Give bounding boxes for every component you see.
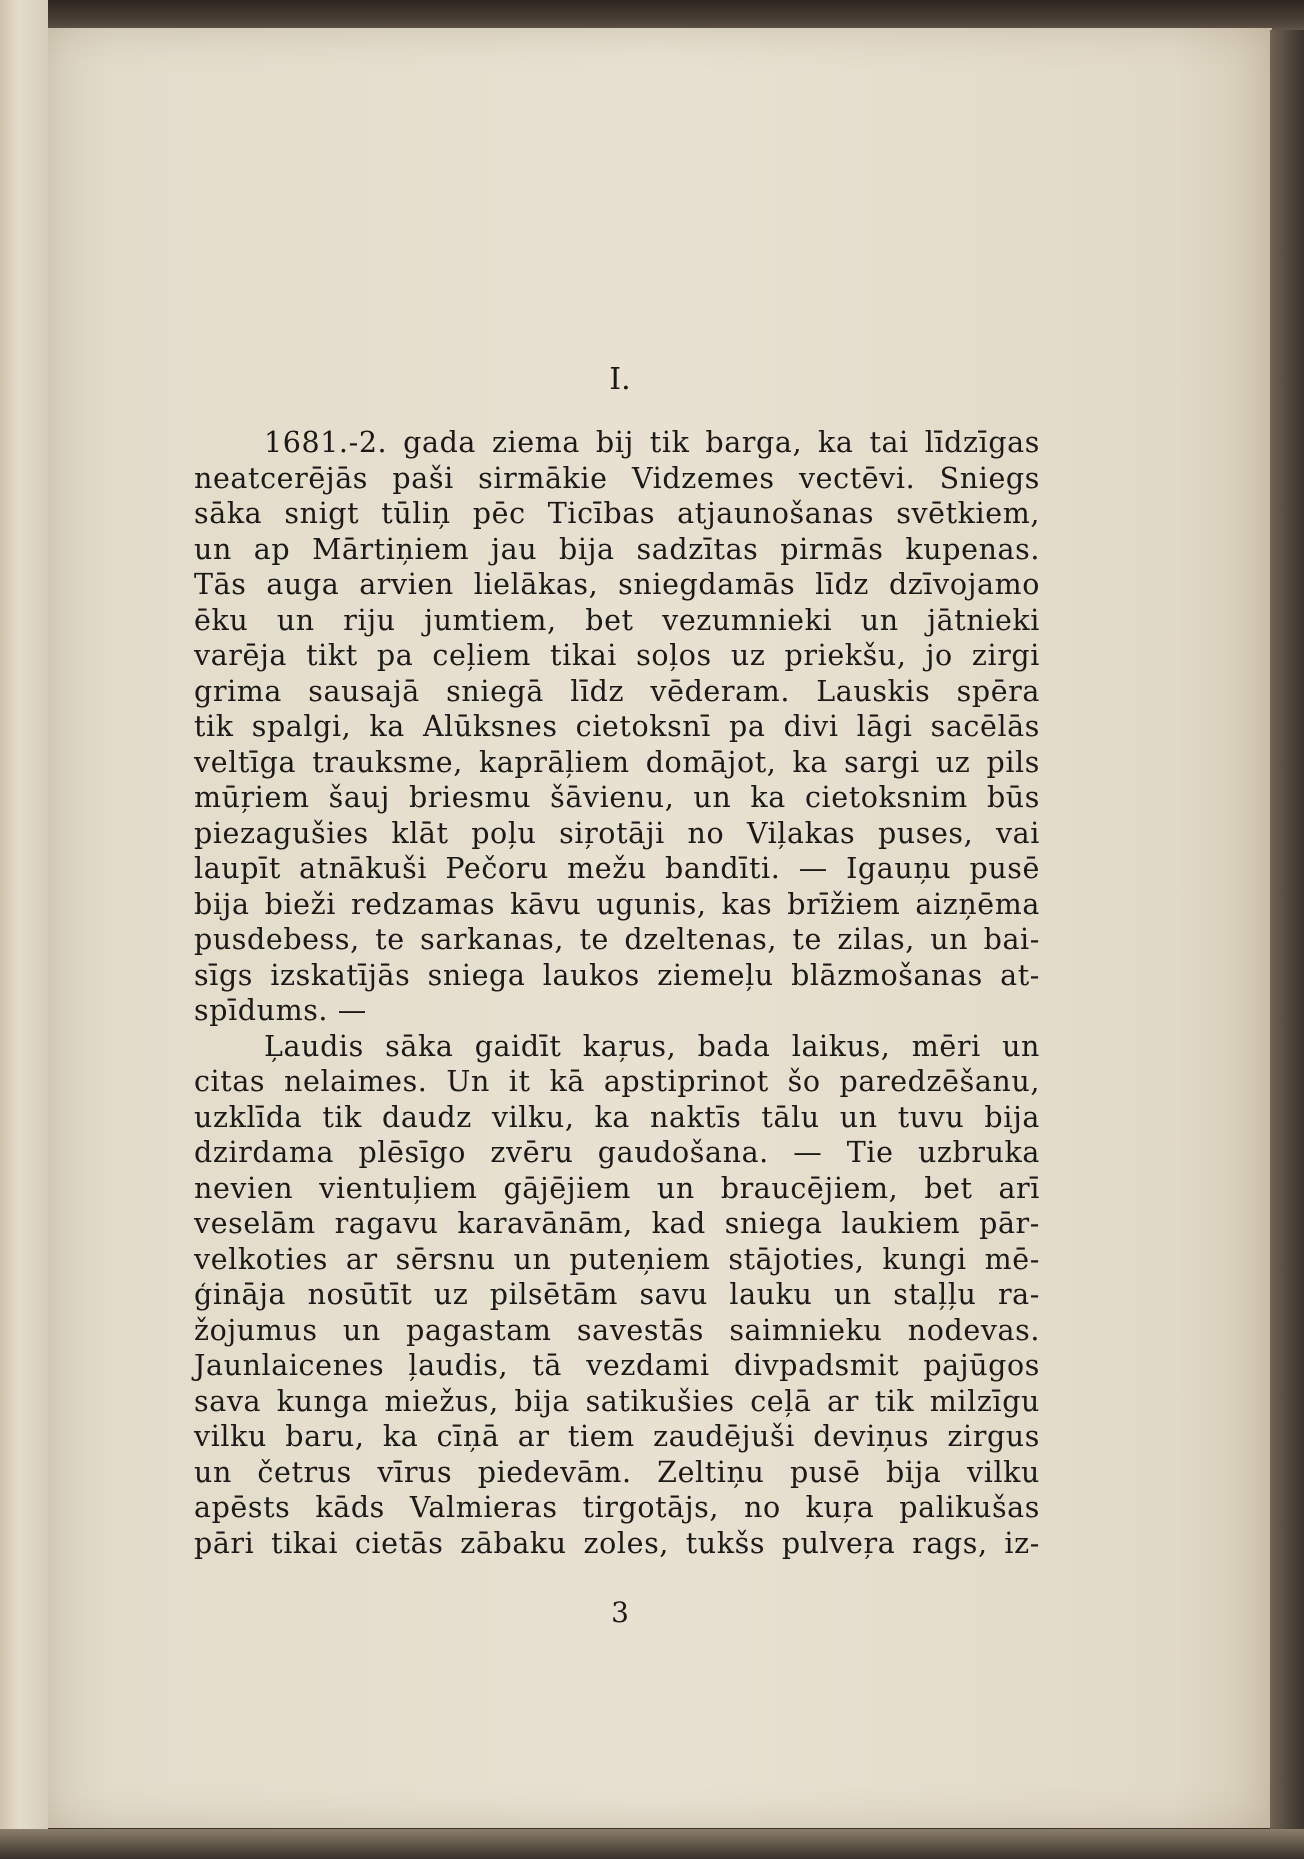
- book-page-edge: [1270, 30, 1304, 1859]
- text-line: sīgs izskatījās sniega laukos ziemeļu blāzmošanas at-: [194, 958, 1040, 992]
- text-line: laupīt atnākuši Pečoru mežu bandīti. — Igauņu pusē: [194, 852, 1040, 885]
- book-bottom-edge: [0, 1829, 1304, 1859]
- paragraph-1: [194, 425, 1040, 1029]
- text-line: piezagušies klāt poļu siŗotāji no Viļakas puses, vai: [194, 816, 1040, 850]
- text-line: un ap Mārtiņiem jau bija sadzītas pirmās kupenas.: [194, 532, 1040, 566]
- text-line: citas nelaimes. Un it kā apstiprinot šo paredzēšanu,: [194, 1065, 1040, 1098]
- text-line: bija bieži redzamas kāvu ugunis, kas brīžiem aizņēma: [194, 887, 1040, 921]
- text-line: neatcerējās paši sirmākie Vidzemes vectēvi. Sniegs: [194, 461, 1040, 495]
- text-line: uzklīda tik daudz vilku, ka naktīs tālu un tuvu bija: [194, 1100, 1040, 1134]
- text-line: 1681.-2. gada ziema bij tik barga, ka tai līdzīgas: [264, 426, 1040, 459]
- text-line: Jaunlaicenes ļaudis, tā vezdami divpadsmit pajūgos: [194, 1349, 1040, 1382]
- text-line: mūŗiem šauj briesmu šāvienu, un ka cietoksnim būs: [194, 781, 1040, 814]
- text-line: varēja tikt pa ceļiem tikai soļos uz priekšu, jo zirgi: [194, 639, 1040, 672]
- body-text: [194, 425, 1040, 1561]
- text-line: veltīga trauksme, kaprāļiem domājot, ka sargi uz pils: [194, 745, 1040, 779]
- text-line: vilku baru, ka cīņā ar tiem zaudējuši deviņus zirgus: [194, 1420, 1040, 1453]
- text-line: velkoties ar sērsnu un puteņiem stājoties, kungi mē-: [194, 1242, 1040, 1276]
- page-number: 3: [611, 1596, 629, 1629]
- text-line: sava kunga miežus, bija satikušies ceļā ar tik milzīgu: [194, 1384, 1040, 1418]
- text-line: un četrus vīrus piedevām. Zeltiņu pusē bija vilku: [194, 1455, 1040, 1489]
- text-line: nevien vientuļiem gājējiem un braucējiem, bet arī: [194, 1171, 1040, 1205]
- text-line: dzirdama plēsīgo zvēru gaudošana. — Tie uzbruka: [194, 1136, 1040, 1169]
- text-line: žojumus un pagastam savestās saimnieku nodevas.: [194, 1313, 1040, 1347]
- paragraph-2: [194, 1029, 1040, 1562]
- text-line: Tās auga arvien lielākas, sniegdamās līdz dzīvojamo: [194, 568, 1040, 601]
- chapter-number: I.: [609, 362, 631, 397]
- text-line: veselām ragavu karavānām, kad sniega laukiem pār-: [194, 1207, 1040, 1240]
- text-line: ēku un riju jumtiem, bet vezumnieki un jātnieki: [194, 603, 1040, 637]
- text-line: Ļaudis sāka gaidīt kaŗus, bada laikus, mēri un: [264, 1029, 1040, 1063]
- text-line: spīdums. —: [194, 994, 367, 1027]
- text-line: sāka snigt tūliņ pēc Ticības atjaunošanas svētkiem,: [194, 497, 1040, 530]
- text-line: ģināja nosūtīt uz pilsētām savu lauku un staļļu ra-: [194, 1278, 1040, 1311]
- book-spine: [0, 0, 48, 1859]
- text-line: grima sausajā sniegā līdz vēderam. Lauskis spēra: [194, 674, 1040, 708]
- text-line: pusdebess, te sarkanas, te dzeltenas, te zilas, un bai-: [194, 923, 1040, 956]
- text-line: tik spalgi, ka Alūksnes cietoksnī pa divi lāgi sacēlās: [194, 710, 1040, 743]
- text-line: pāri tikai cietās zābaku zoles, tukšs pulveŗa rags, iz-: [194, 1526, 1040, 1560]
- text-line: apēsts kāds Valmieras tirgotājs, no kuŗa palikušas: [194, 1491, 1040, 1524]
